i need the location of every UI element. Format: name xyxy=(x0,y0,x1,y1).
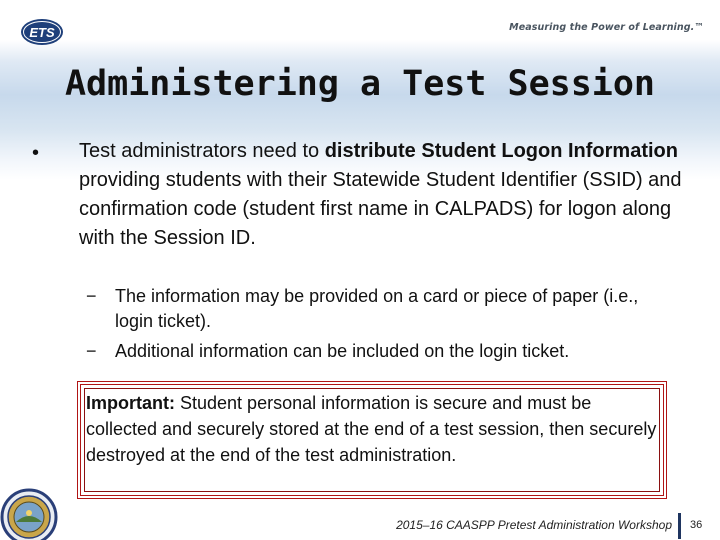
ets-logo xyxy=(20,18,64,46)
bullet-text xyxy=(79,137,689,253)
important-body: Student personal information is secure and must be collected and securely stored at the end of a test session, then securely destroyed at the end of the test administration. xyxy=(86,393,657,465)
page-number: 36 xyxy=(690,519,703,531)
footer-divider xyxy=(678,513,681,539)
important-label: Important: xyxy=(86,393,175,413)
sub-bullet-text: Additional information can be included on the login ticket. xyxy=(115,341,570,361)
important-notice-text xyxy=(86,390,661,468)
bullet-text-part2: providing students with their Statewide Student Identifier (SSID) and confirmation code (student first name in CALPADS) for logon along with the Session ID. xyxy=(79,169,682,249)
tagline: Measuring the Power of Learning.™ xyxy=(509,22,704,33)
footer-text: 2015–16 CAASPP Pretest Administration Workshop xyxy=(396,518,672,532)
logo-text: ETS xyxy=(29,25,55,40)
bullet-text-bold: distribute Student Logon Information xyxy=(324,140,678,162)
slide-title: Administering a Test Session xyxy=(64,64,655,104)
sub-bullet-dash: − xyxy=(86,286,97,306)
bullet-text-part1: Test administrators need to xyxy=(79,140,325,162)
sub-bullet-dash: − xyxy=(86,341,97,361)
sub-bullet-text: The information may be provided on a card or piece of paper (i.e., login ticket). xyxy=(115,286,639,331)
bullet-symbol: • xyxy=(32,142,40,164)
state-seal-icon xyxy=(0,488,58,540)
